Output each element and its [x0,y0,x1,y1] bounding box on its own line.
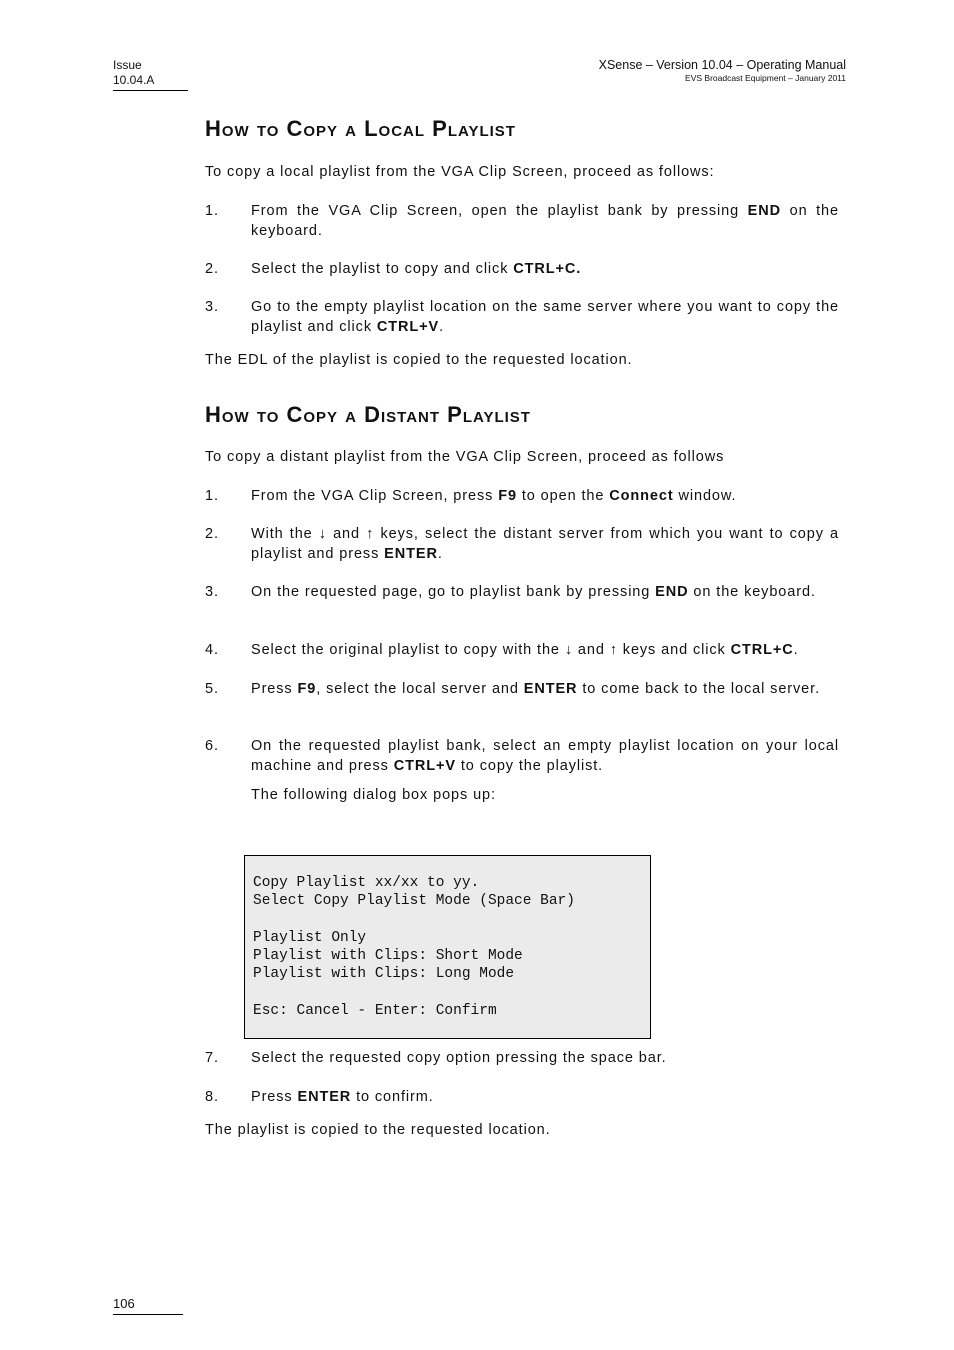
dialog-option-long-mode[interactable]: Playlist with Clips: Long Mode [253,966,515,982]
s2-step-4 [205,640,839,660]
key-label: F9 [498,488,517,504]
page-number: 106 [113,1296,183,1315]
dialog-mode-line: Select Copy Playlist Mode (Space Bar) [253,893,575,909]
key-label: END [747,203,781,219]
window-label: Connect [609,488,674,504]
step-text: , select the local server and [316,681,524,697]
step-text: From the VGA Clip Screen, press [251,488,499,504]
step-text: . [439,319,445,335]
s2-step-5 [205,679,839,699]
issue-label: Issue [113,58,142,72]
step-number: 1. [205,488,219,504]
step-text: On the requested page, go to playlist bank by pressing [251,584,656,600]
issue-block [113,58,188,91]
step-number: 6. [205,738,219,754]
step-number: 4. [205,642,219,658]
step-text: Select the playlist to copy and click [251,261,514,277]
dialog-keys-line: Esc: Cancel - Enter: Confirm [253,1003,497,1019]
dialog-intro: The following dialog box pops up: [251,787,496,803]
s1-step-3 [205,297,839,337]
manual-header [599,58,846,84]
step-number: 5. [205,681,219,697]
key-label: F9 [297,681,317,697]
step-text: Go to the empty playlist location on the same server where you want to copy the playlist and click [251,299,839,335]
manual-subtitle: EVS Broadcast Equipment – January 2011 [685,73,846,83]
step-number: 3. [205,299,219,315]
step-text: Select the original playlist to copy with the ↓ and ↑ keys and click [251,642,731,658]
key-label: CTRL+C [730,642,794,658]
step-text: on the keyboard. [688,584,816,600]
step-text: From the VGA Clip Screen, open the playlist bank by pressing [251,203,748,219]
s2-step-7 [205,1048,839,1068]
step-text: On the requested playlist bank, select an empty playlist location on your local machine and press [251,738,839,774]
key-label: CTRL+V [376,319,440,335]
s1-step-2 [205,259,839,279]
section-title-local: How to Copy a Local Playlist [205,116,516,141]
dialog-intro-block [205,785,839,805]
key-label: ENTER [384,546,438,562]
section1-intro: To copy a local playlist from the VGA Clip Screen, proceed as follows: [205,164,715,180]
step-text: Press [251,1089,298,1105]
step-text: to open the [516,488,610,504]
step-text: With the ↓ and ↑ keys, select the distant server from which you want to copy a playlist and press [251,526,839,562]
s2-step-2 [205,524,839,564]
s2-step-6 [205,736,839,776]
dialog-option-short-mode[interactable]: Playlist with Clips: Short Mode [253,948,523,964]
step-text: on the keyboard. [251,203,839,239]
s2-step-3 [205,582,839,602]
key-label: CTRL+V [393,758,456,774]
key-label: ENTER [523,681,578,697]
s2-step-8 [205,1087,839,1107]
section2-intro: To copy a distant playlist from the VGA Clip Screen, proceed as follows [205,449,725,465]
section1-outro: The EDL of the playlist is copied to the requested location. [205,352,633,368]
step-number: 2. [205,261,219,277]
dialog-option-playlist-only[interactable]: Playlist Only [253,930,367,946]
section2-outro: The playlist is copied to the requested location. [205,1122,551,1138]
step-text: to confirm. [351,1089,434,1105]
manual-title: XSense – Version 10.04 – Operating Manual [598,58,846,72]
key-label: CTRL+C. [513,261,582,277]
issue-value: 10.04.A [113,73,155,87]
step-number: 7. [205,1050,219,1066]
step-text: Press [251,681,298,697]
key-label: ENTER [297,1089,352,1105]
dialog-title-line: Copy Playlist xx/xx to yy. [253,875,480,891]
s2-step-1 [205,486,839,506]
step-text: to copy the playlist. [455,758,604,774]
step-number: 8. [205,1089,219,1105]
step-number: 3. [205,584,219,600]
step-text: . [437,546,443,562]
step-number: 2. [205,526,219,542]
s1-step-1 [205,201,839,241]
step-text: window. [673,488,737,504]
step-text: to come back to the local server. [577,681,821,697]
step-text: Select the requested copy option pressing the space bar. [251,1050,667,1066]
step-text: . [793,642,799,658]
copy-playlist-dialog [244,855,651,1039]
section-title-distant: How to Copy a Distant Playlist [205,402,531,427]
step-number: 1. [205,203,219,219]
key-label: END [655,584,689,600]
